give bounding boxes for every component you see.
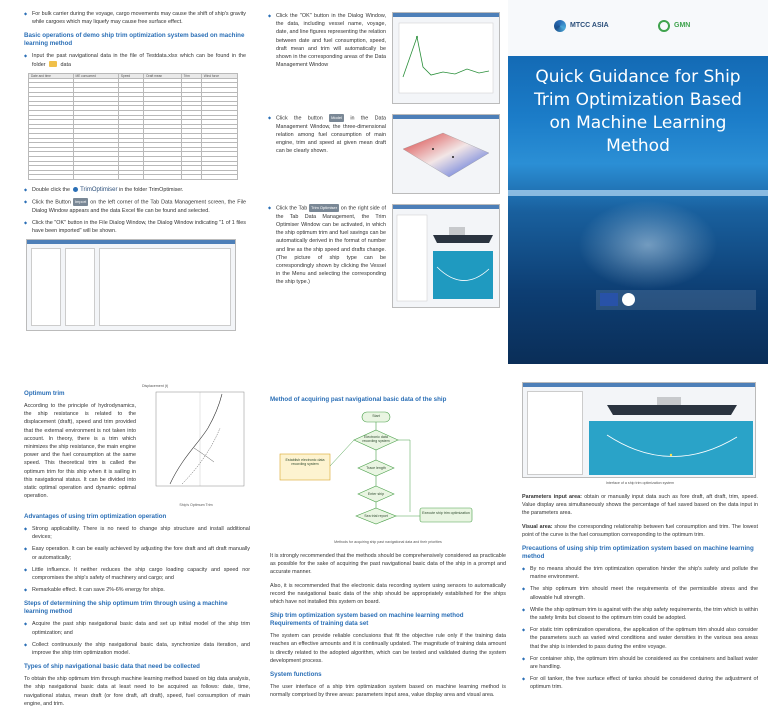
heading-precautions: Precautions of using ship trim optimization system based on machine learning method — [522, 545, 754, 561]
advantage-item: ◆ Remarkable effect. It can save 2%-6% energy for ships. — [24, 586, 250, 594]
window-titlebar — [27, 240, 235, 244]
flow-trace-length: Trace length — [366, 466, 386, 470]
step-ok-dialog: ◆ Click the "OK" button in the Dialog Window, the data, including vessel name, voyage, date, and line figures representing the relation between date and fuel consumption, speed, draft mean and trim will automatically be shown in the corresponding areas of the Data Management Window — [268, 12, 386, 69]
panel-method — [256, 364, 512, 728]
gmn-logo-text: GMN — [674, 22, 691, 29]
step-ok: ◆ Click the "OK" button in the File Dialog Window, the Dialog Window indicating "1 of 1 files have been imported" will be shown. — [24, 219, 246, 235]
cover-header — [508, 0, 768, 56]
params-text: obtain or manually input data such as fore draft, aft draft, trim, speed. Value display area simultaneously shows the percentage of fuel saved based on the data input in the parameters area. — [522, 494, 758, 517]
heading-steps: Steps of determining the ship optimum trim through using a machine learning method — [24, 600, 228, 616]
data-area — [99, 248, 231, 326]
cover-title: Quick Guidance for Ship Trim Optimization Based on Machine Learning Method — [534, 67, 742, 156]
heading-optimum-trim: Optimum trim — [24, 390, 65, 397]
visual-area — [587, 391, 755, 477]
advantage-item: ◆ Strong applicability. There is no need to change ship structure and install additional devices; — [24, 525, 250, 541]
folder-label: data — [60, 61, 71, 68]
table-header: Draft mean — [144, 73, 181, 78]
params-paragraph — [522, 493, 758, 518]
table-header: Speed — [118, 73, 143, 78]
flow-sea-trial: Sea trial report — [364, 514, 388, 518]
row-ok — [268, 12, 502, 104]
ship-wake — [578, 200, 718, 290]
model-button[interactable]: Model — [329, 114, 344, 122]
step-tab-text: on the right side of the Tab Data Management, the Trim Optimiser Window can be activated, in which the ship optimum trim and fuel savings can be automatically derived in the format of number and line as the ship speed and drafts change. (The picture of ship type can be correspondingly shown by clicking the Vessel in the Menu and selecting the corresponding the ship type.) — [276, 205, 387, 286]
flowchart-shapes — [270, 408, 506, 538]
testdata-table — [28, 73, 238, 180]
operation-steps — [24, 186, 246, 236]
exe-icon — [73, 187, 78, 192]
trim-optimiser-screenshot — [392, 204, 500, 308]
panel-basic-operations — [0, 0, 256, 364]
system-interface-screenshot — [522, 382, 756, 478]
step-import-text: Click the Button — [32, 199, 71, 206]
folder-icon — [49, 61, 57, 67]
advantage-item: ◆ Little influence. It neither reduces the ship cargo loading capacity and speed nor compromises the ship's safety of machinery and cargo; and — [24, 566, 250, 582]
requirements-text: The system can provide reliable conclusions that fit the objective rule only if the training data reaches an effective amounts and it is continually updated. The magnitude of training data amount is directly related to the adopted algorithm, which can be tested and validated during the system development process. — [270, 633, 506, 664]
flow-enter-ship: Enter ship — [367, 492, 385, 496]
precaution-item: ◆ The ship optimum trim should meet the requirements of the permissible stress and the allowable hull strength. — [522, 585, 758, 601]
panel-data-management — [256, 0, 508, 364]
step-model-text: in the Data Management Window, the three-dimensional relation among fuel consumption of main engine, trim and speed at given mean draft can be clearly shown. — [276, 115, 387, 155]
trim-optimiser-view — [393, 209, 499, 307]
trim-optimiser-tab[interactable]: Trim Optimiser — [309, 204, 339, 212]
step-item: ◆ Acquire the past ship navigational basic data and set up initial model of the ship trim optimization; and — [24, 620, 250, 636]
step-model-pre: Click the button — [276, 115, 323, 122]
table-cell — [29, 175, 74, 180]
optimum-text-block — [24, 384, 136, 507]
optimum-trim-chart — [142, 388, 250, 498]
visual-text: show the corresponding relationship between fuel consumption and trim. The lowest point of the curve is the fuel consumption corresponding to the optimum trim. — [522, 523, 758, 538]
input-list — [24, 52, 246, 68]
heading-advantages: Advantages of using trim optimization operation — [24, 513, 167, 520]
ok-list — [268, 12, 386, 104]
heading-method: Method of acquiring past navigational basic data of the ship — [270, 396, 447, 403]
window-titlebar — [523, 383, 755, 387]
mtcc-logo-text: MTCC ASIA — [570, 22, 609, 29]
flow-establish-system: Establish electronic data recording system — [285, 458, 325, 467]
imo-logo-icon — [622, 293, 635, 306]
model-list — [268, 114, 386, 194]
precaution-item: ◆ For static trim optimization operations, the application of the optimum trim should also consider the parameters such as varied wind conditions and water densities in the various sea areas that the ship is intended to pass during the entire voyage. — [522, 626, 758, 651]
step-optimiser — [268, 204, 386, 287]
step-import — [24, 198, 246, 215]
import-button[interactable]: Import — [73, 198, 88, 206]
file-list-pane — [65, 248, 95, 326]
row-optimum — [24, 384, 250, 507]
advantage-item: ◆ Easy operation. It can be easily achieved by adjusting the fore draft and aft draft manually or automatically; — [24, 545, 250, 561]
recommend-text: It is strongly recommended that the methods should be comprehensively considered as practicable as possible for the sake of acquiring the past navigational basic data of the ship in a prompt and accurate manner. — [270, 553, 506, 576]
panel-optimum-trim — [0, 364, 256, 728]
optimum-chart-block — [142, 384, 250, 507]
table-body — [29, 78, 238, 179]
visual-paragraph — [522, 523, 758, 539]
table-cell — [73, 175, 118, 180]
file-dialog-screenshot — [26, 239, 236, 331]
input-step-text: Input the past navigational data in the file of Testdata.xlsx which can be found in the folder — [32, 53, 246, 68]
table-header: Wind force — [201, 73, 237, 78]
row-optimiser — [268, 204, 502, 308]
optimiser-list — [268, 204, 386, 308]
step-item: ◆ Collect continuously the ship navigational basic data, synchronize data iteration, and improve the ship trim optimization model. — [24, 641, 250, 657]
partner-logos-strip — [596, 290, 756, 310]
flow-execute-optimization: Execute ship trim optimization — [422, 511, 470, 515]
file-list-pane — [31, 248, 61, 326]
step-import-tail: on the left corner of the Tab Data Management screen, the File Dialog Window appears and the data Excel file can be found and selected. — [32, 199, 246, 214]
intro-list — [24, 10, 246, 26]
precaution-item: ◆ By no means should the trim optimization operation hinder the ship's safety and pollute the marine environment. — [522, 565, 758, 581]
precaution-item: ◆ While the ship optimum trim is against with the ship safety requirements, the trim which is within the safety limits but closest to the optimum trim could be adopted. — [522, 606, 758, 622]
chart-caption: Ship's Optimum Trim — [179, 503, 213, 507]
interface-caption: Interface of a ship trim optimization system — [605, 481, 675, 485]
params-label: Parameters input area: — [522, 494, 582, 500]
gmn-logo-icon — [658, 20, 670, 32]
table-cell — [144, 175, 181, 180]
visual-label: Visual area: — [522, 523, 553, 530]
table-header: Trim — [181, 73, 201, 78]
step-model — [268, 114, 386, 156]
flow-electronic-data: Electronic data recording system — [362, 435, 390, 444]
functions-text: The user interface of a ship trim optimization system based on machine learning method is normally comprised by three areas: parameters input area, value display area and visual area. — [270, 684, 506, 699]
heading-requirements: Ship trim optimization system based on machine learning method Requirements of training data set — [270, 612, 464, 628]
surface-3d-plot — [393, 119, 499, 193]
data-management-screenshot — [392, 12, 500, 104]
precautions-list — [522, 565, 758, 692]
table-cell — [201, 175, 237, 180]
heading-functions: System functions — [270, 671, 322, 679]
flow-start: Start — [372, 414, 380, 418]
horizon — [508, 190, 768, 196]
exe-label: TrimOptimiser — [80, 186, 118, 193]
parameters-input-area — [527, 391, 583, 475]
heading-types: Types of ship navigational basic data that need be collected — [24, 663, 200, 671]
table-cell — [181, 175, 201, 180]
chart-title: Displacement (t) — [142, 384, 169, 388]
precaution-item: ◆ For oil tanker, the free surface effect of tanks should be considered during the adjustment of optimum trim. — [522, 675, 758, 691]
also-text: Also, it is recommended that the electronic data recording system using sensors to automatically record the navigational basic data of the ship should be appropriately established for the ships which have not installed this system on board. — [270, 582, 506, 606]
mtcc-logo-icon — [554, 20, 566, 32]
types-text: To obtain the ship optimum trim through machine learning method based on big data analysis, the ship navigational basic data at least need to be acquired as follows: date, time, navigational status, mean draft (or fore draft, aft draft), speed, fuel consumption of main engine, and trim. — [24, 676, 250, 707]
step-tab-pre: Click the Tab — [276, 205, 308, 212]
step-double-text: Double click the — [32, 186, 71, 193]
intro-bullet: ◆ For bulk carrier during the voyage, cargo movements may cause the shift of ship's gravity while cargoes which may liquefy may cause free surface effect. — [24, 10, 246, 26]
data-management-line-chart — [393, 17, 499, 103]
optimum-trim-text: According to the principle of hydrodynamics, the ship resistance is related to the displacement (draft), speed and trim provided that the external environment is not taken into account. In theory, there is a trim which minimizes the ship resistance, the main engine power and the fuel consumption at the same speed. This theoretical trim is called the optimum trim for this ship when it is sailing in this navigational status. It can be divided into static optimal operation and dynamic optimal operation. — [24, 403, 136, 500]
step-double-click — [24, 186, 246, 194]
step-double-tail: in the folder TrimOptimiser. — [119, 186, 184, 193]
flow-caption: Methods for acquiring ship past navigational data and their priorities — [334, 540, 442, 544]
table-row — [29, 175, 238, 180]
steps-list — [24, 620, 250, 657]
flowchart — [270, 408, 506, 538]
advantages-list — [24, 525, 250, 594]
table-header: ME consumed — [73, 73, 118, 78]
row-model — [268, 114, 502, 194]
table-cell — [118, 175, 143, 180]
heading-basic-operations: Basic operations of demo ship trim optimization system based on machine learning method — [24, 32, 245, 48]
eu-flag-icon — [600, 293, 618, 306]
model-3d-screenshot — [392, 114, 500, 194]
panel-cover — [508, 0, 768, 364]
input-step — [24, 52, 246, 68]
panel-interface — [512, 364, 768, 728]
precaution-item: ◆ For container ship, the optimum trim should be considered as the containers and ballast water are handling. — [522, 655, 758, 671]
table-header: Date and time — [29, 73, 74, 78]
